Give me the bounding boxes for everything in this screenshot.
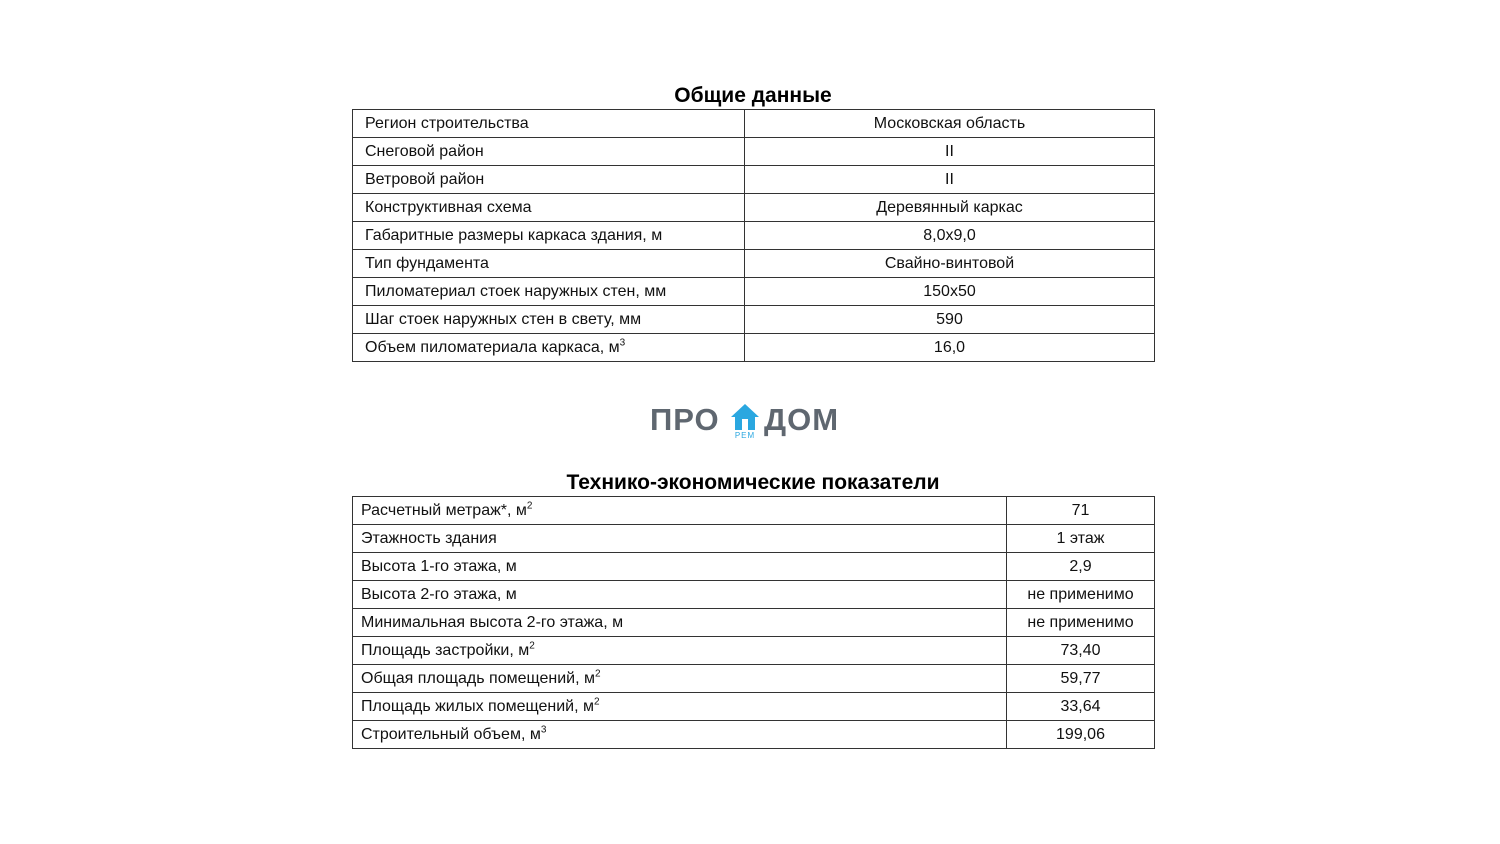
row-label [353, 334, 745, 362]
unit-exponent: 2 [593, 696, 600, 708]
row-label [353, 693, 1007, 721]
table-row [353, 166, 1155, 194]
row-label [353, 609, 1007, 637]
table-row [353, 665, 1155, 693]
table-row [353, 525, 1155, 553]
row-label-text: Габаритные размеры каркаса здания, м [365, 226, 663, 244]
row-value: Московская область [745, 110, 1155, 138]
row-value: II [745, 138, 1155, 166]
row-value: Деревянный каркас [745, 194, 1155, 222]
table-row [353, 250, 1155, 278]
row-value: 1 этаж [1007, 525, 1155, 553]
row-label-text: Этажность здания [361, 529, 497, 547]
table-row [353, 334, 1155, 362]
table-row [353, 138, 1155, 166]
row-value: не применимо [1007, 581, 1155, 609]
row-value: 16,0 [745, 334, 1155, 362]
table-row [353, 609, 1155, 637]
row-value: 2,9 [1007, 553, 1155, 581]
logo-text-left: ПРО [650, 402, 720, 437]
logo-subtext: РЕМ [734, 431, 756, 440]
row-value: 150х50 [745, 278, 1155, 306]
row-label-text: Шаг стоек наружных стен в свету, мм [365, 310, 642, 328]
row-value: не применимо [1007, 609, 1155, 637]
row-label-text: Строительный объем, м [361, 725, 541, 743]
unit-exponent: 2 [529, 640, 535, 652]
general-data-table [352, 109, 1155, 362]
technical-economic-table [352, 496, 1155, 749]
row-label [353, 194, 745, 222]
row-label-text: Пиломатериал стоек наружных стен, мм [365, 282, 667, 300]
table-row [353, 637, 1155, 665]
unit-exponent: 2 [526, 500, 533, 512]
row-label [353, 637, 1007, 665]
row-label [353, 721, 1007, 749]
table-row [353, 278, 1155, 306]
table-row [353, 721, 1155, 749]
row-label-text: Высота 2-го этажа, м [361, 585, 517, 603]
row-label-text: Ветровой район [365, 170, 485, 188]
table-row [353, 194, 1155, 222]
row-value: II [745, 166, 1155, 194]
table-row [353, 553, 1155, 581]
unit-exponent: 3 [540, 724, 547, 736]
row-label [353, 222, 745, 250]
row-label [353, 306, 745, 334]
row-value: 590 [745, 306, 1155, 334]
row-label [353, 138, 745, 166]
row-label [353, 665, 1007, 693]
row-label-text: Минимальная высота 2-го этажа, м [361, 613, 624, 631]
row-label-text: Снеговой район [365, 142, 484, 160]
table-row [353, 110, 1155, 138]
row-label [353, 250, 745, 278]
row-label-text: Площадь жилых помещений, м [361, 697, 594, 715]
row-label [353, 581, 1007, 609]
house-icon [730, 402, 760, 432]
row-value: 71 [1007, 497, 1155, 525]
row-label-text: Общая площадь помещений, м [361, 669, 595, 687]
row-label-text: Высота 1-го этажа, м [361, 557, 517, 575]
row-label-text: Конструктивная схема [365, 198, 532, 216]
unit-exponent: 2 [594, 668, 601, 680]
row-label [353, 166, 745, 194]
table-row [353, 497, 1155, 525]
table-row [353, 306, 1155, 334]
technical-economic-title: Технико-экономические показатели [566, 471, 940, 494]
row-label [353, 497, 1007, 525]
row-label-text: Площадь застройки, м [361, 641, 530, 659]
row-value: Свайно-винтовой [745, 250, 1155, 278]
general-data-title: Общие данные [674, 84, 832, 107]
row-label-text: Объем пиломатериала каркаса, м [365, 338, 620, 356]
row-label-text: Тип фундамента [365, 254, 489, 272]
table-row [353, 693, 1155, 721]
row-label [353, 553, 1007, 581]
row-value: 33,64 [1007, 693, 1155, 721]
logo-text-right: ДОМ [764, 402, 840, 437]
row-label-text: Расчетный метраж*, м [361, 501, 527, 519]
row-label [353, 525, 1007, 553]
table-row [353, 581, 1155, 609]
table-row [353, 222, 1155, 250]
row-label-text: Регион строительства [365, 114, 529, 132]
unit-exponent: 3 [619, 337, 626, 349]
row-value: 199,06 [1007, 721, 1155, 749]
row-value: 59,77 [1007, 665, 1155, 693]
row-label [353, 278, 745, 306]
row-label [353, 110, 745, 138]
row-value: 8,0х9,0 [745, 222, 1155, 250]
prodom-logo [648, 398, 852, 446]
row-value: 73,40 [1007, 637, 1155, 665]
